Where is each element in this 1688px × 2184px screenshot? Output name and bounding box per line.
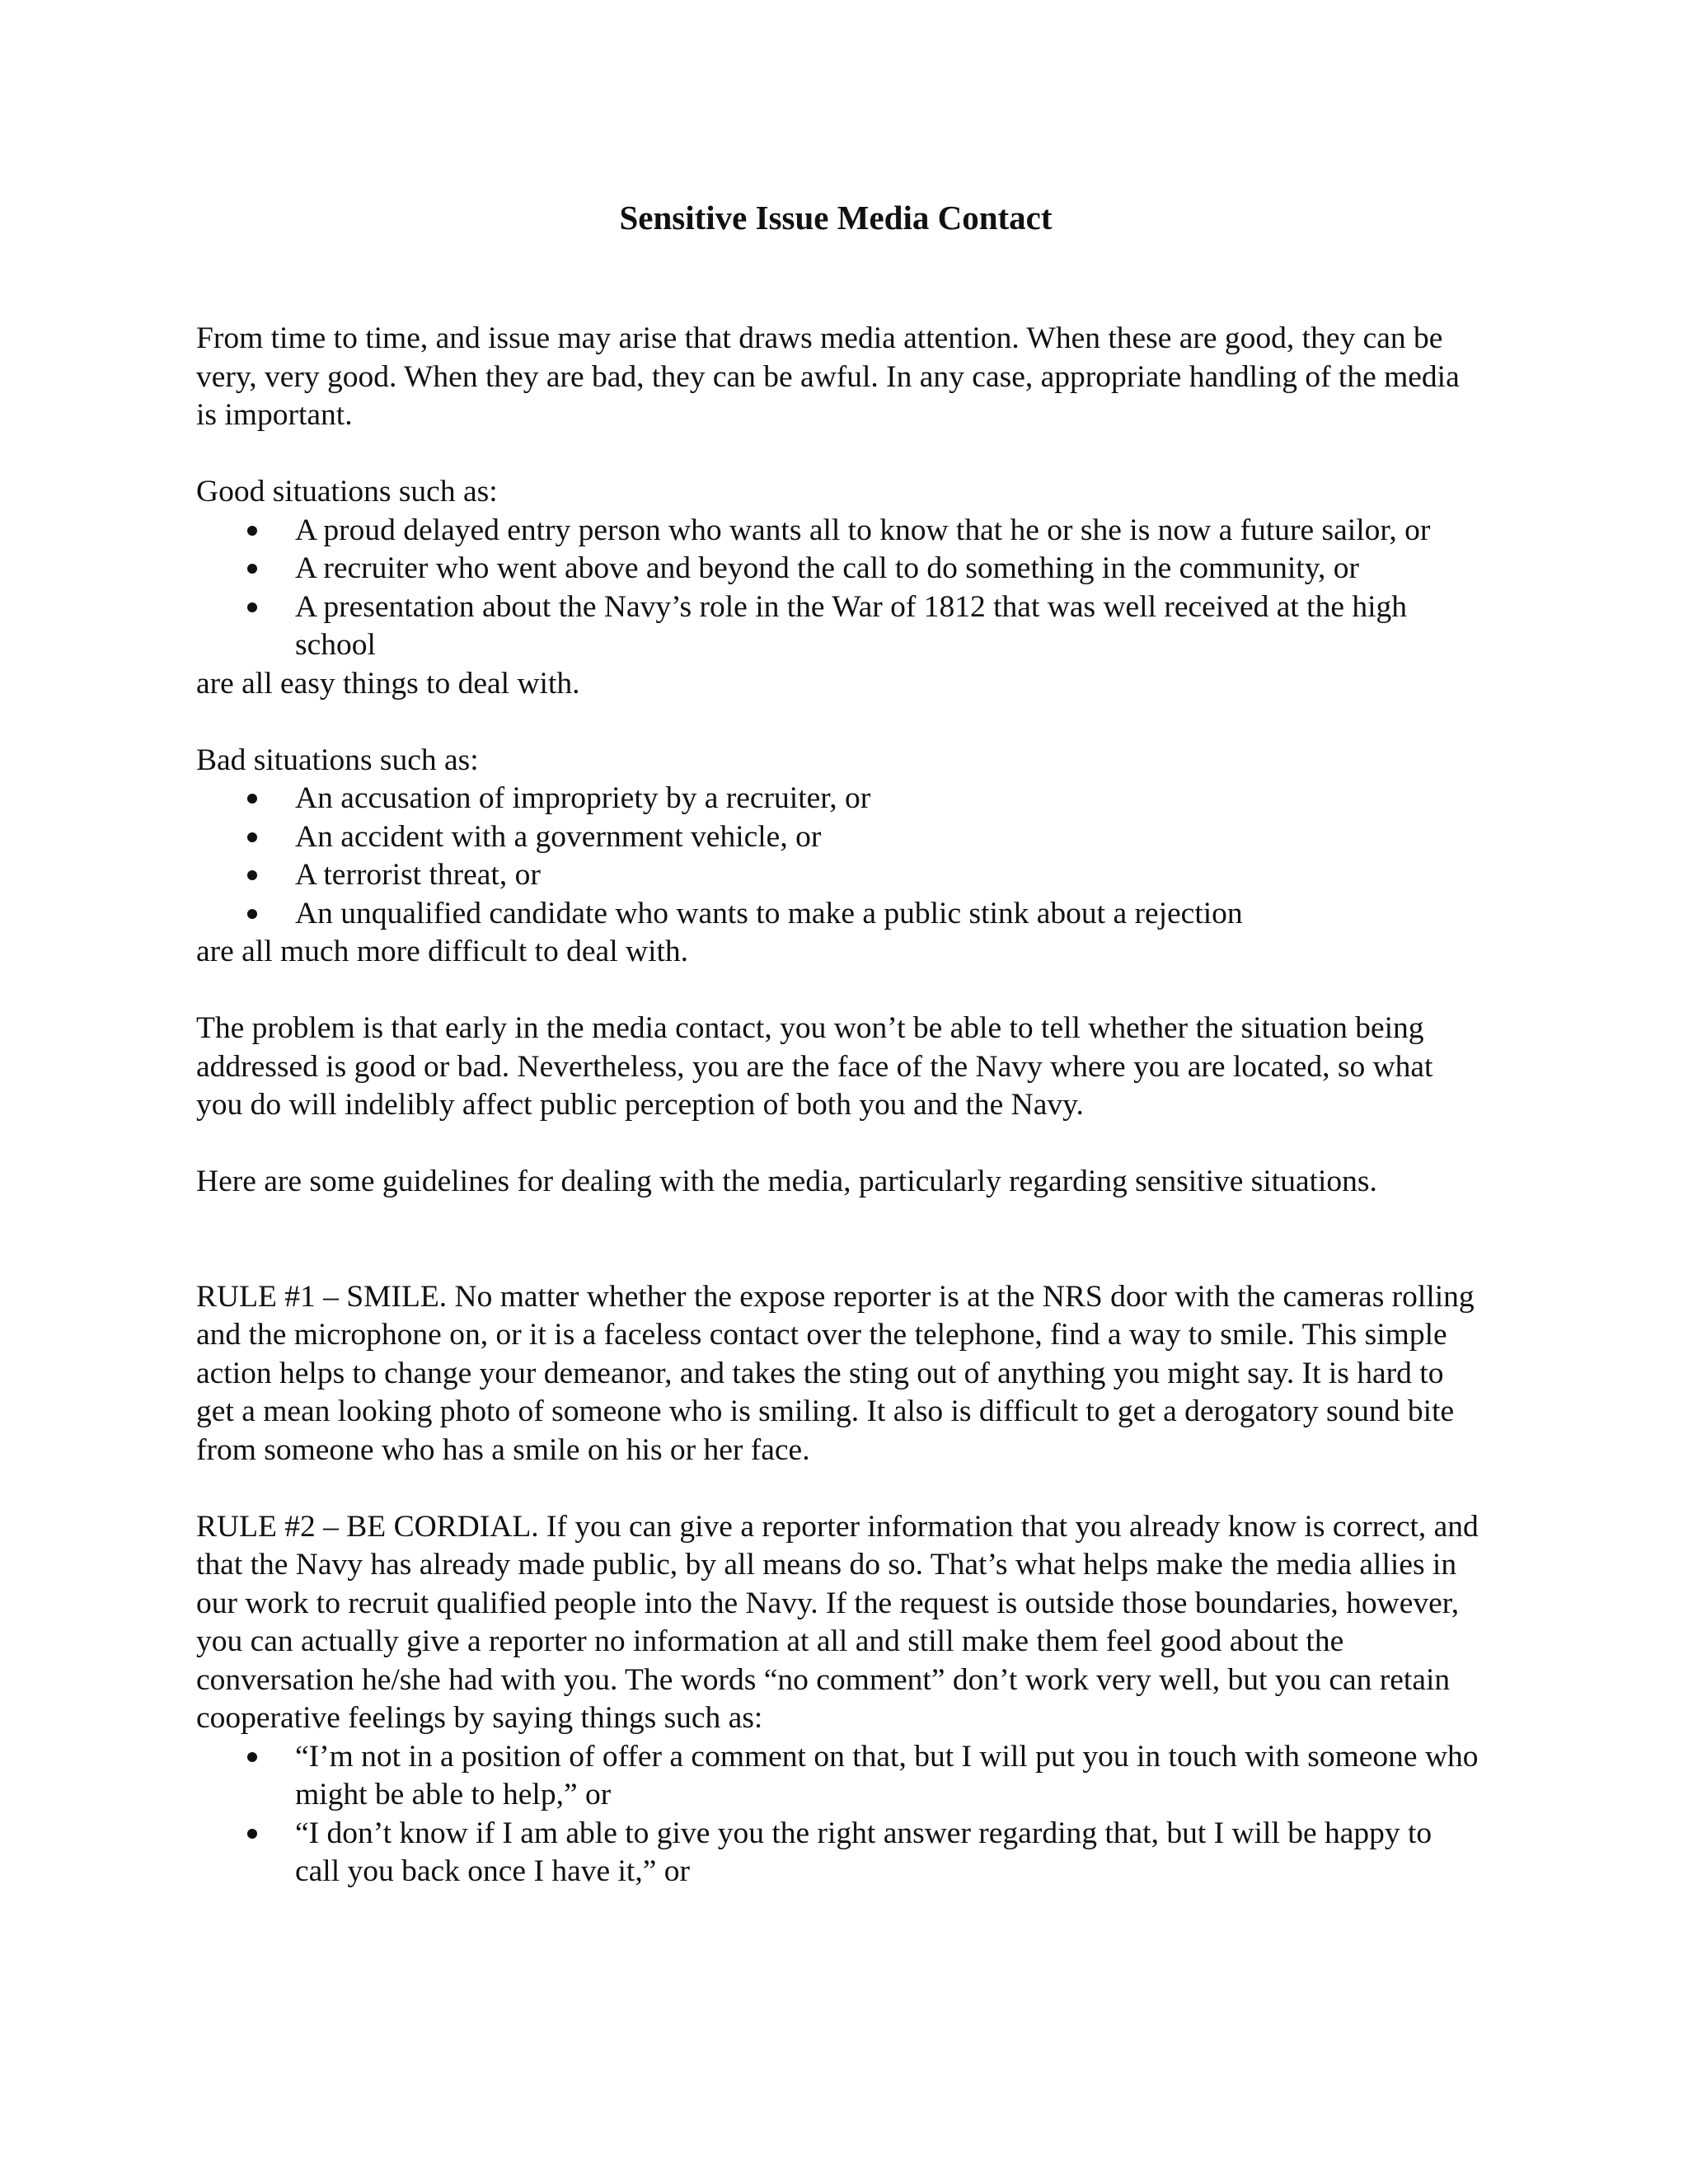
bad-situations-closing: are all much more difficult to deal with. [196, 935, 689, 968]
bullet-icon [247, 870, 257, 880]
good-situations-heading: Good situations such as: [196, 475, 498, 509]
good-situations-closing: are all easy things to deal with. [196, 666, 580, 701]
list-item: A proud delayed entry person who wants all to know that he or she is now a future sailor, or [196, 512, 1482, 551]
bad-situations-list [196, 780, 1482, 933]
rule-2-examples-list [196, 1738, 1482, 1891]
list-item: An accident with a government vehicle, or [196, 818, 1482, 857]
document-body [196, 320, 1482, 1891]
list-item: A recruiter who went above and beyond the call to do something in the community, or [196, 550, 1482, 588]
bullet-icon [247, 1829, 257, 1839]
bullet-icon [247, 832, 257, 842]
bullet-icon [247, 909, 257, 919]
list-item: “I don’t know if I am able to give you the right answer regarding that, but I will be happy to call you back once I have it,” or [196, 1815, 1482, 1891]
bad-situations-heading: Bad situations such as: [196, 743, 479, 777]
list-item: An accusation of impropriety by a recruiter, or [196, 780, 1482, 818]
list-item: A presentation about the Navy’s role in the War of 1812 that was well received at the high school [196, 588, 1482, 665]
page-title: Sensitive Issue Media Contact [619, 199, 1053, 237]
list-item: A terrorist threat, or [196, 856, 1482, 895]
bullet-icon [247, 794, 257, 804]
guidelines-intro: Here are some guidelines for dealing with the media, particularly regarding sensitive situations. [196, 1165, 1377, 1198]
good-situations-list [196, 512, 1482, 665]
rule-1-paragraph: RULE #1 – SMILE. No matter whether the expose reporter is at the NRS door with the cameras rolling and the microphone on, or it is a faceless contact over the telephone, find a way to smile. This simple action helps to change your demeanor, and takes the sting out of anything you might say. It is hard to get a mean looking photo of someone who is smiling. It also is difficult to get a derogatory sound bite from someone who has a smile on his or her face. [196, 1279, 1475, 1467]
list-item: “I’m not in a position of offer a comment on that, but I will put you in touch with someone who might be able to help,” or [196, 1738, 1482, 1815]
bullet-icon [247, 1752, 257, 1762]
intro-paragraph: From time to time, and issue may arise that draws media attention. When these are good, they can be very, very good. When they are bad, they can be awful. In any case, appropriate handling of the media is important. [196, 321, 1460, 432]
list-item: An unqualified candidate who wants to make a public stink about a rejection [196, 895, 1482, 934]
bullet-icon [247, 602, 257, 612]
problem-paragraph: The problem is that early in the media contact, you won’t be able to tell whether the situation being addressed is good or bad. Nevertheless, you are the face of the Navy where you are located, so what you do will indelibly affect public perception of both you and the Navy. [196, 1011, 1433, 1122]
bullet-icon [247, 526, 257, 536]
bullet-icon [247, 564, 257, 574]
rule-2-paragraph: RULE #2 – BE CORDIAL. If you can give a reporter information that you already know is correct, and that the Navy has already made public, by all means do so. That’s what helps make the media allies in our work to recruit qualified people into the Navy. If the request is outside those boundaries, however, you can actually give a reporter no information at all and still make them feel good about the conversation he/she had with you. The words “no comment” don’t work very well, but you can retain cooperative feelings by saying things such as: [196, 1509, 1479, 1735]
